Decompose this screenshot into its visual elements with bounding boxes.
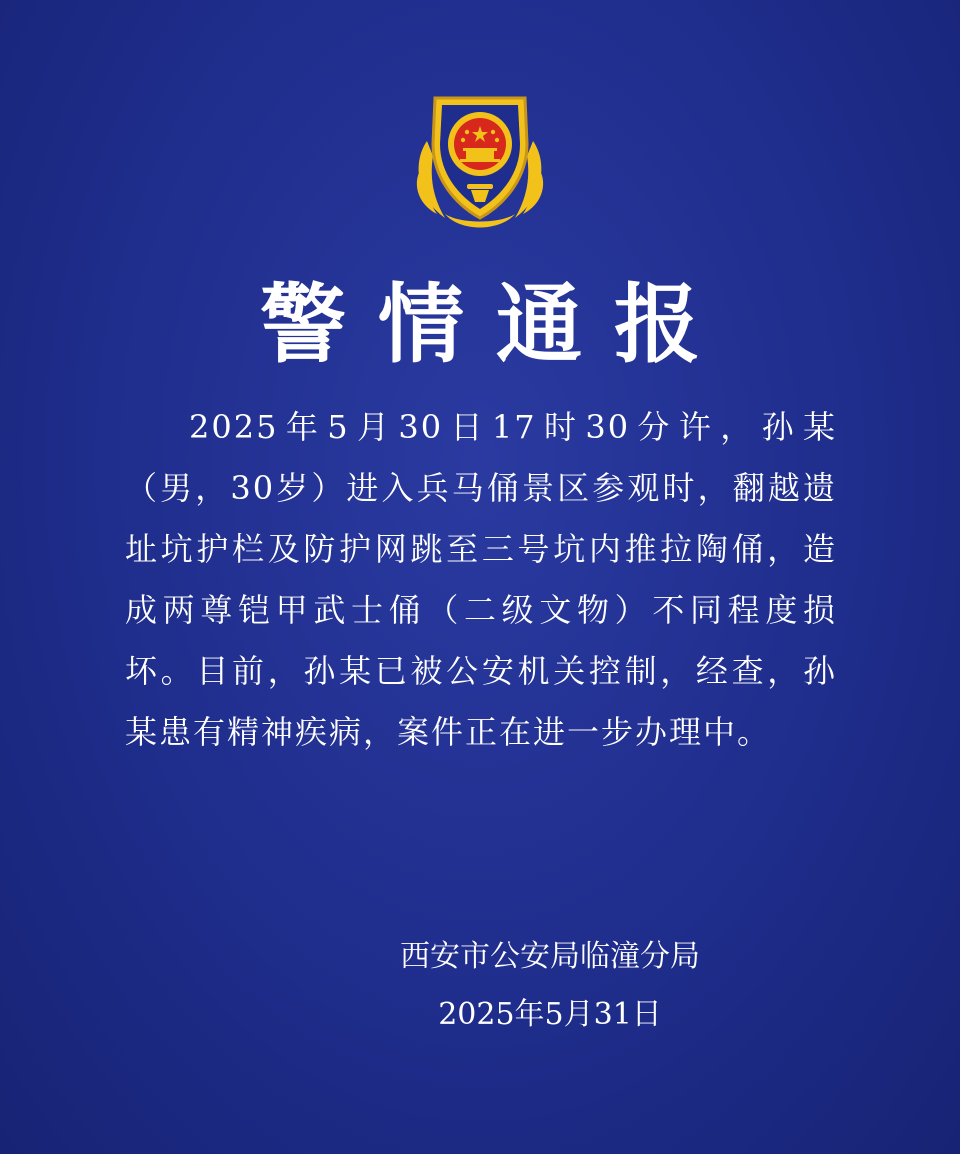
police-emblem-icon: [405, 86, 555, 236]
issue-date: 2025年5月31日: [438, 997, 662, 1032]
signature-block: [385, 928, 715, 1044]
notice-title: 警情通报: [260, 275, 732, 375]
tiananmen-icon: [460, 148, 500, 162]
notice-body: 2025年5月30日17时30分许，孙某（男，30岁）进入兵马俑景区参观时，翻越遗址坑护栏及防护网跳至三号坑内推拉陶俑，造成两尊铠甲武士俑（二级文物）不同程度损坏。目前，孙某已被公安机关控制，经查，孙某患有精神疾病，案件正在进一步办理中。: [125, 408, 837, 751]
issuer-name: 西安市公安局临潼分局: [400, 939, 700, 974]
national-emblem-icon: [454, 118, 506, 170]
